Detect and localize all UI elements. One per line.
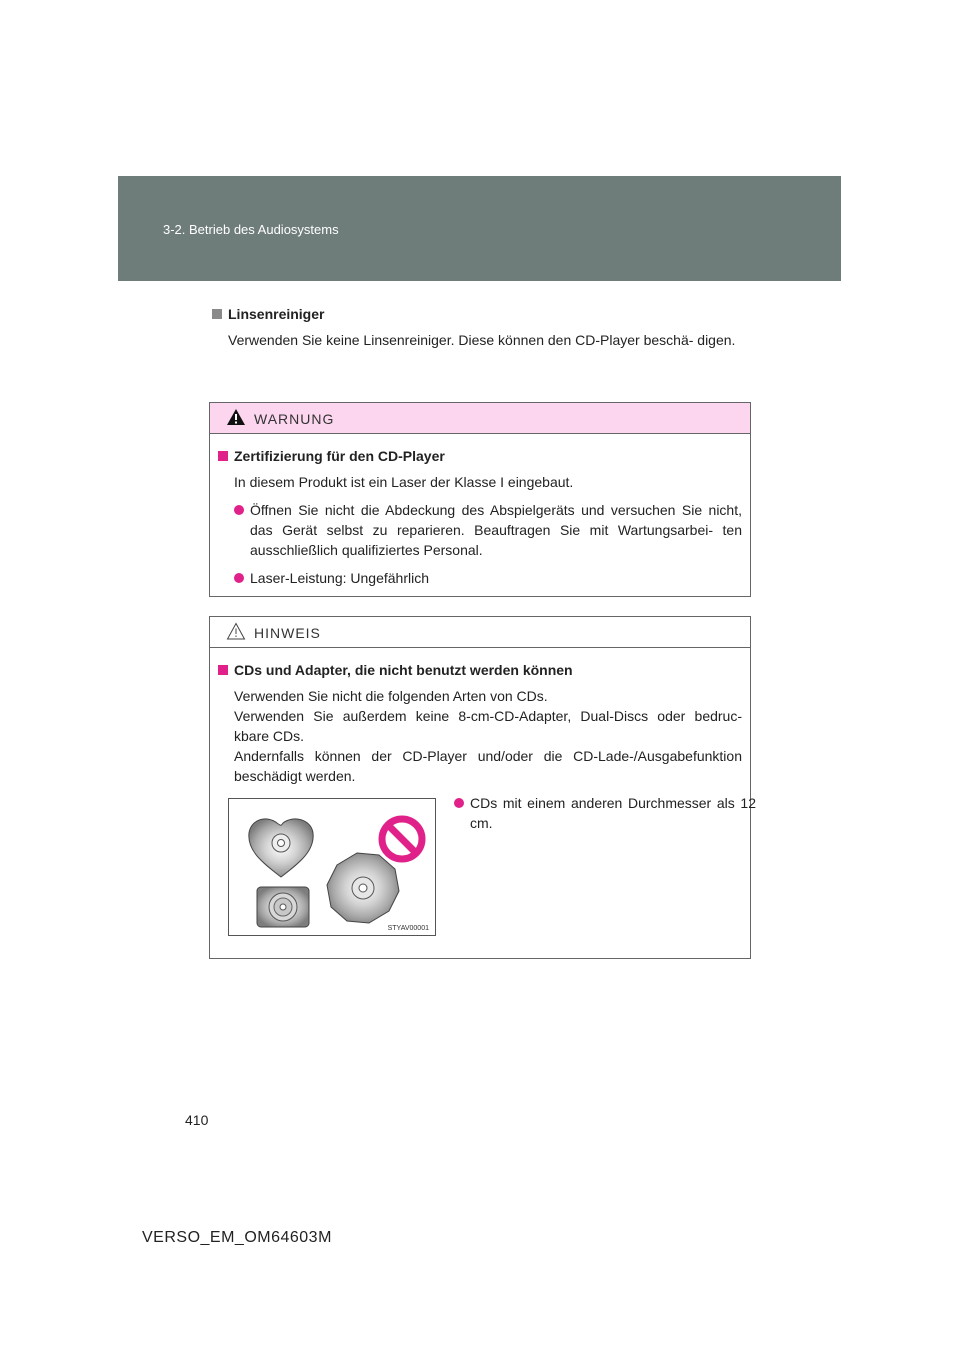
circle-bullet-icon	[454, 798, 464, 808]
square-bullet-icon	[218, 665, 228, 675]
document-id: VERSO_EM_OM64603M	[142, 1229, 332, 1246]
polygon-cd-icon	[327, 853, 399, 923]
prohibited-icon	[382, 819, 422, 859]
warning-box	[209, 402, 751, 597]
notice-body	[210, 648, 750, 786]
warning-bullet: Öffnen Sie nicht die Abdeckung des Abspielgeräts und versuchen Sie nicht, das Gerät selbst zu reparieren. Beauftragen Sie mit Wartungsarbei- ten ausschließlich qualifiziertes Personal.	[234, 500, 742, 560]
caution-triangle-icon	[226, 622, 246, 640]
notice-text: Verwenden Sie nicht die folgenden Arten von CDs. Verwenden Sie außerdem keine 8-cm-CD-Adapter, Dual-Discs oder bedruc- kbare CDs. Andernfalls können der CD-Player und/oder die CD-Lade-/Ausgabefunktion beschädigt werden.	[234, 688, 742, 784]
notice-title: HINWEIS	[254, 625, 321, 641]
heart-cd-icon	[249, 819, 313, 877]
circle-bullet-icon	[234, 505, 244, 515]
warning-bullet: Laser-Leistung: Ungefährlich	[234, 568, 742, 588]
odd-shaped-cds-illustration	[229, 799, 435, 935]
notice-header	[210, 617, 750, 648]
warning-title: WARNUNG	[254, 411, 335, 427]
warning-text: In diesem Produkt ist ein Laser der Klasse I eingebaut.	[234, 474, 574, 490]
notice-bullet: CDs mit einem anderen Durchmesser als 12 cm.	[454, 793, 756, 833]
warning-header	[210, 403, 750, 434]
header-band	[118, 176, 841, 281]
lens-cleaner-heading: Linsenreiniger	[212, 306, 752, 322]
notice-heading: CDs und Adapter, die nicht benutzt werden können	[218, 660, 742, 680]
notice-box	[209, 616, 756, 959]
lens-cleaner-section	[212, 306, 752, 350]
figure-code: STYAV00001	[387, 925, 429, 932]
warning-body	[210, 434, 750, 588]
card-cd-icon	[257, 887, 309, 927]
circle-bullet-icon	[234, 573, 244, 583]
warning-heading: Zertifizierung für den CD-Player	[218, 446, 742, 466]
lens-cleaner-text: Verwenden Sie keine Linsenreiniger. Diese können den CD-Player beschä- digen.	[228, 332, 736, 348]
odd-shaped-cds-figure	[228, 798, 436, 936]
warning-triangle-icon	[226, 408, 246, 426]
square-bullet-icon	[212, 309, 222, 319]
page-number: 410	[185, 1112, 209, 1128]
square-bullet-icon	[218, 451, 228, 461]
section-title: 3-2. Betrieb des Audiosystems	[163, 222, 339, 237]
